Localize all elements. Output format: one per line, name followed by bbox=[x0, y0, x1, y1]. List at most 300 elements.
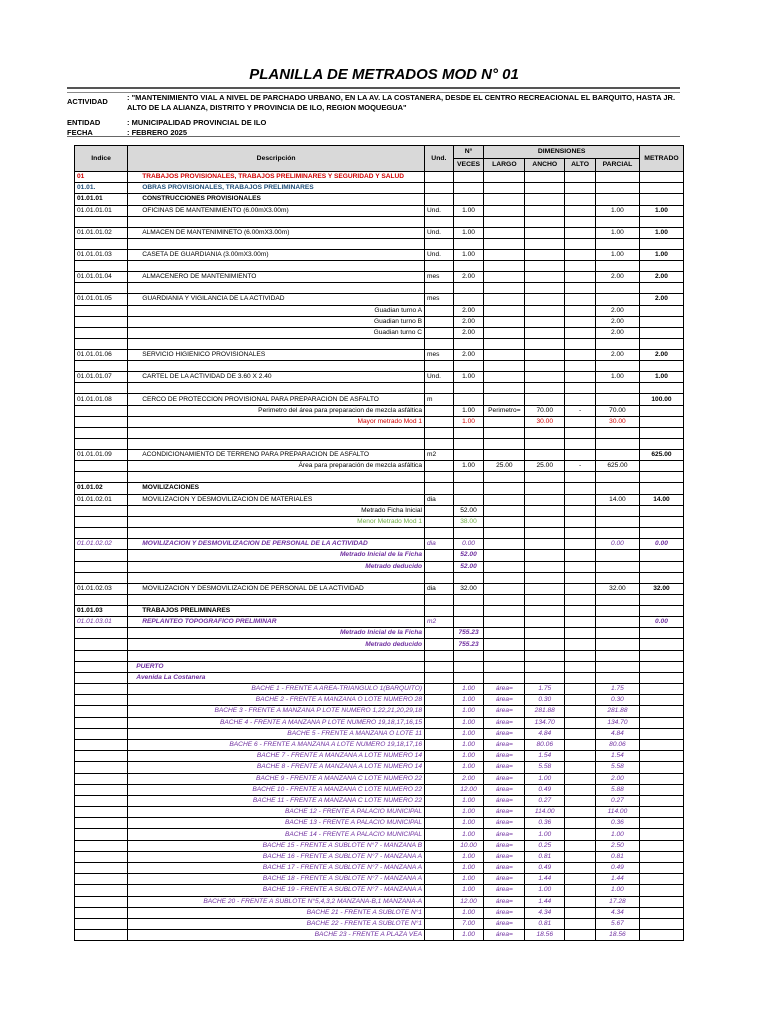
cell-alto bbox=[565, 784, 596, 795]
table-row bbox=[75, 807, 684, 818]
cell-parcial: 114.00 bbox=[595, 807, 639, 818]
cell-desc: BACHE 5 - FRENTE A MANZANA O LOTE 11 bbox=[128, 728, 425, 739]
cell-und bbox=[425, 717, 454, 728]
cell-ancho: 4.34 bbox=[525, 907, 565, 918]
table-row bbox=[75, 238, 684, 249]
cell-parcial: 14.00 bbox=[595, 494, 639, 505]
cell-ancho bbox=[525, 639, 565, 650]
table-row bbox=[75, 650, 684, 661]
cell-idx bbox=[75, 361, 128, 372]
cell-alto bbox=[565, 339, 596, 350]
cell-veces bbox=[453, 617, 484, 628]
cell-largo bbox=[484, 394, 525, 405]
cell-alto bbox=[565, 350, 596, 361]
cell-veces: 2.00 bbox=[453, 316, 484, 327]
col-alto-header: ALTO bbox=[565, 159, 596, 172]
cell-desc: CONSTRUCCIONES PROVISIONALES bbox=[128, 194, 425, 205]
cell-alto: - bbox=[565, 461, 596, 472]
cell-ancho bbox=[525, 316, 565, 327]
cell-parcial bbox=[595, 283, 639, 294]
cell-parcial bbox=[595, 605, 639, 616]
cell-parcial: 4.34 bbox=[595, 907, 639, 918]
cell-idx: 01.01.01.01 bbox=[75, 205, 128, 216]
table-row bbox=[75, 739, 684, 750]
table-row bbox=[75, 784, 684, 795]
cell-idx bbox=[75, 594, 128, 605]
cell-largo bbox=[484, 272, 525, 283]
cell-metrado bbox=[639, 183, 683, 194]
table-row bbox=[75, 695, 684, 706]
cell-idx: 01.01.02.02 bbox=[75, 539, 128, 550]
cell-idx bbox=[75, 661, 128, 672]
metrados-body bbox=[75, 172, 684, 941]
cell-metrado bbox=[639, 851, 683, 862]
cell-ancho: 18.56 bbox=[525, 930, 565, 941]
cell-und bbox=[425, 594, 454, 605]
cell-und bbox=[425, 762, 454, 773]
cell-ancho bbox=[525, 249, 565, 260]
cell-parcial bbox=[595, 172, 639, 183]
cell-metrado bbox=[639, 751, 683, 762]
cell-idx bbox=[75, 439, 128, 450]
cell-ancho: 1.54 bbox=[525, 751, 565, 762]
cell-veces bbox=[453, 528, 484, 539]
cell-alto bbox=[565, 829, 596, 840]
table-row bbox=[75, 172, 684, 183]
cell-desc bbox=[128, 361, 425, 372]
cell-und bbox=[425, 283, 454, 294]
cell-veces: 2.00 bbox=[453, 350, 484, 361]
cell-veces bbox=[453, 572, 484, 583]
cell-largo bbox=[484, 494, 525, 505]
cell-und: mes bbox=[425, 350, 454, 361]
cell-veces: 1.00 bbox=[453, 739, 484, 750]
cell-und bbox=[425, 874, 454, 885]
cell-largo: área= bbox=[484, 863, 525, 874]
cell-idx bbox=[75, 773, 128, 784]
table-row bbox=[75, 439, 684, 450]
cell-metrado bbox=[639, 818, 683, 829]
cell-largo bbox=[484, 294, 525, 305]
cell-largo bbox=[484, 472, 525, 483]
cell-metrado bbox=[639, 483, 683, 494]
cell-metrado bbox=[639, 572, 683, 583]
table-row bbox=[75, 594, 684, 605]
table-row bbox=[75, 628, 684, 639]
cell-metrado bbox=[639, 383, 683, 394]
table-row bbox=[75, 572, 684, 583]
cell-desc: BACHE 3 - FRENTE A MANZANA P LOTE NUMERO 1,22,21,20,29,18 bbox=[128, 706, 425, 717]
cell-ancho bbox=[525, 561, 565, 572]
cell-largo bbox=[484, 617, 525, 628]
cell-veces: 38.00 bbox=[453, 516, 484, 527]
cell-largo bbox=[484, 439, 525, 450]
cell-veces bbox=[453, 472, 484, 483]
cell-idx: 01.01.02.03 bbox=[75, 583, 128, 594]
cell-idx: 01.01.01.05 bbox=[75, 294, 128, 305]
cell-metrado bbox=[639, 661, 683, 672]
cell-und bbox=[425, 405, 454, 416]
cell-alto bbox=[565, 907, 596, 918]
cell-parcial: 1.00 bbox=[595, 372, 639, 383]
cell-alto: - bbox=[565, 405, 596, 416]
cell-alto bbox=[565, 227, 596, 238]
cell-metrado: 2.00 bbox=[639, 350, 683, 361]
cell-und bbox=[425, 795, 454, 806]
cell-alto bbox=[565, 550, 596, 561]
cell-largo bbox=[484, 428, 525, 439]
cell-metrado: 100.00 bbox=[639, 394, 683, 405]
cell-alto bbox=[565, 930, 596, 941]
cell-metrado bbox=[639, 628, 683, 639]
cell-parcial bbox=[595, 294, 639, 305]
cell-alto bbox=[565, 361, 596, 372]
table-row bbox=[75, 450, 684, 461]
cell-ancho bbox=[525, 327, 565, 338]
col-dimensiones-header: DIMENSIONES bbox=[484, 146, 640, 159]
cell-largo bbox=[484, 283, 525, 294]
cell-idx: 01.01.01.02 bbox=[75, 227, 128, 238]
cell-alto bbox=[565, 918, 596, 929]
cell-und bbox=[425, 706, 454, 717]
cell-desc bbox=[128, 238, 425, 249]
cell-metrado: 2.00 bbox=[639, 294, 683, 305]
cell-alto bbox=[565, 695, 596, 706]
cell-largo bbox=[484, 594, 525, 605]
cell-und bbox=[425, 684, 454, 695]
actividad-value: : "MANTENIMIENTO VIAL A NIVEL DE PARCHADO URBANO, EN LA AV. LA COSTANERA, DESDE EL CENTRO RECREACIONAL EL BARQUITO, HASTA JR. ALTO DE LA ALIANZA, DISTRITO Y PROVINCIA DE ILO, REGION MOQUEGUA" bbox=[127, 93, 676, 112]
cell-alto bbox=[565, 416, 596, 427]
table-row bbox=[75, 505, 684, 516]
cell-veces bbox=[453, 339, 484, 350]
cell-und bbox=[425, 896, 454, 907]
cell-ancho bbox=[525, 205, 565, 216]
cell-veces bbox=[453, 294, 484, 305]
cell-desc: BACHE 6 - FRENTE A MANZANA A LOTE NUMERO 19,18,17,16 bbox=[128, 739, 425, 750]
table-row bbox=[75, 706, 684, 717]
cell-desc: BACHE 12 - FRENTE A PALACIO MUNICIPAL bbox=[128, 807, 425, 818]
cell-ancho bbox=[525, 450, 565, 461]
cell-largo bbox=[484, 361, 525, 372]
cell-parcial bbox=[595, 516, 639, 527]
cell-desc bbox=[128, 594, 425, 605]
cell-ancho bbox=[525, 383, 565, 394]
cell-alto bbox=[565, 516, 596, 527]
cell-parcial bbox=[595, 550, 639, 561]
cell-ancho: 70.00 bbox=[525, 405, 565, 416]
cell-idx bbox=[75, 728, 128, 739]
cell-desc: BACHE 17 - FRENTE A SUBLOTE N°7 - MANZANA A bbox=[128, 863, 425, 874]
cell-idx bbox=[75, 383, 128, 394]
table-row bbox=[75, 428, 684, 439]
table-row bbox=[75, 751, 684, 762]
cell-parcial: 281.88 bbox=[595, 706, 639, 717]
cell-ancho bbox=[525, 617, 565, 628]
cell-largo bbox=[484, 572, 525, 583]
cell-parcial: 5.88 bbox=[595, 784, 639, 795]
cell-metrado bbox=[639, 505, 683, 516]
cell-veces bbox=[453, 283, 484, 294]
table-row bbox=[75, 205, 684, 216]
cell-ancho bbox=[525, 594, 565, 605]
cell-largo bbox=[484, 238, 525, 249]
cell-alto bbox=[565, 628, 596, 639]
table-row bbox=[75, 461, 684, 472]
cell-veces: 1.00 bbox=[453, 249, 484, 260]
cell-metrado bbox=[639, 885, 683, 896]
cell-ancho bbox=[525, 305, 565, 316]
cell-und bbox=[425, 528, 454, 539]
cell-alto bbox=[565, 605, 596, 616]
cell-ancho bbox=[525, 238, 565, 249]
cell-idx: 01.01.03.01 bbox=[75, 617, 128, 628]
cell-alto bbox=[565, 528, 596, 539]
cell-und: m2 bbox=[425, 617, 454, 628]
cell-metrado bbox=[639, 907, 683, 918]
cell-und bbox=[425, 194, 454, 205]
cell-alto bbox=[565, 494, 596, 505]
cell-metrado bbox=[639, 930, 683, 941]
cell-ancho: 30.00 bbox=[525, 416, 565, 427]
cell-idx bbox=[75, 784, 128, 795]
cell-desc: GUARDIANIA Y VIGILANCIA DE LA ACTIVIDAD bbox=[128, 294, 425, 305]
cell-metrado bbox=[639, 439, 683, 450]
cell-metrado bbox=[639, 316, 683, 327]
cell-und bbox=[425, 461, 454, 472]
cell-und bbox=[425, 261, 454, 272]
cell-alto bbox=[565, 672, 596, 683]
cell-alto bbox=[565, 283, 596, 294]
cell-alto bbox=[565, 795, 596, 806]
cell-und bbox=[425, 930, 454, 941]
cell-und: dia bbox=[425, 583, 454, 594]
cell-metrado bbox=[639, 829, 683, 840]
cell-largo bbox=[484, 183, 525, 194]
cell-largo bbox=[484, 450, 525, 461]
cell-und bbox=[425, 918, 454, 929]
cell-ancho: 1.00 bbox=[525, 829, 565, 840]
cell-ancho: 0.30 bbox=[525, 695, 565, 706]
table-row bbox=[75, 561, 684, 572]
cell-desc bbox=[128, 528, 425, 539]
cell-alto bbox=[565, 561, 596, 572]
cell-veces bbox=[453, 361, 484, 372]
cell-largo bbox=[484, 194, 525, 205]
cell-largo: área= bbox=[484, 728, 525, 739]
cell-parcial: 134.70 bbox=[595, 717, 639, 728]
cell-largo: área= bbox=[484, 706, 525, 717]
cell-desc: Área para preparación de mezcla asfáltica bbox=[128, 461, 425, 472]
cell-veces: 1.00 bbox=[453, 205, 484, 216]
cell-und bbox=[425, 818, 454, 829]
cell-desc: ALMACEN DE MANTENIMINETO (6.00mX3.00m) bbox=[128, 227, 425, 238]
cell-desc bbox=[128, 383, 425, 394]
cell-parcial: 2.00 bbox=[595, 350, 639, 361]
cell-desc: PUERTO bbox=[128, 661, 425, 672]
cell-largo: área= bbox=[484, 695, 525, 706]
cell-idx bbox=[75, 316, 128, 327]
cell-desc: Metrado Inicial de la Ficha bbox=[128, 550, 425, 561]
cell-ancho bbox=[525, 194, 565, 205]
cell-und: Und. bbox=[425, 372, 454, 383]
cell-ancho bbox=[525, 428, 565, 439]
cell-desc: BACHE 11 - FRENTE A MANZANA C LOTE NUMERO 22 bbox=[128, 795, 425, 806]
table-row bbox=[75, 851, 684, 862]
cell-desc: CASETA DE GUARDIANIA (3.00mX3.00m) bbox=[128, 249, 425, 260]
cell-ancho bbox=[525, 583, 565, 594]
cell-veces: 1.00 bbox=[453, 684, 484, 695]
cell-desc bbox=[128, 216, 425, 227]
cell-und bbox=[425, 751, 454, 762]
table-row bbox=[75, 583, 684, 594]
cell-und: dia bbox=[425, 494, 454, 505]
cell-ancho bbox=[525, 183, 565, 194]
cell-idx bbox=[75, 238, 128, 249]
cell-alto bbox=[565, 661, 596, 672]
cell-und bbox=[425, 840, 454, 851]
cell-parcial bbox=[595, 261, 639, 272]
cell-desc: MOVILIZACION Y DESMOVILIZACION DE MATERIALES bbox=[128, 494, 425, 505]
cell-veces: 1.00 bbox=[453, 728, 484, 739]
cell-und bbox=[425, 739, 454, 750]
cell-und bbox=[425, 807, 454, 818]
table-row bbox=[75, 528, 684, 539]
cell-parcial: 1.44 bbox=[595, 874, 639, 885]
cell-desc: Guadian turno A bbox=[128, 305, 425, 316]
entidad-value: : MUNICIPALIDAD PROVINCIAL DE ILO bbox=[127, 118, 267, 127]
table-row bbox=[75, 416, 684, 427]
cell-alto bbox=[565, 294, 596, 305]
cell-veces bbox=[453, 672, 484, 683]
cell-parcial: 80.06 bbox=[595, 739, 639, 750]
table-row bbox=[75, 194, 684, 205]
col-descripcion-header: Descripción bbox=[128, 146, 425, 172]
cell-idx bbox=[75, 261, 128, 272]
cell-und bbox=[425, 907, 454, 918]
cell-parcial: 0.30 bbox=[595, 695, 639, 706]
cell-largo: área= bbox=[484, 896, 525, 907]
cell-veces: 1.00 bbox=[453, 874, 484, 885]
cell-ancho: 80.06 bbox=[525, 739, 565, 750]
cell-veces: 755.23 bbox=[453, 628, 484, 639]
cell-und bbox=[425, 572, 454, 583]
cell-ancho: 0.25 bbox=[525, 840, 565, 851]
cell-und bbox=[425, 505, 454, 516]
cell-und bbox=[425, 561, 454, 572]
cell-largo bbox=[484, 550, 525, 561]
cell-ancho bbox=[525, 572, 565, 583]
table-row bbox=[75, 661, 684, 672]
cell-desc bbox=[128, 572, 425, 583]
cell-parcial: 2.00 bbox=[595, 272, 639, 283]
cell-desc: ACONDICIONAMIENTO DE TERRENO PARA PREPARACION DE ASFALTO bbox=[128, 450, 425, 461]
table-row bbox=[75, 617, 684, 628]
cell-alto bbox=[565, 205, 596, 216]
cell-largo bbox=[484, 227, 525, 238]
cell-idx bbox=[75, 807, 128, 818]
cell-veces: 1.00 bbox=[453, 227, 484, 238]
cell-idx bbox=[75, 672, 128, 683]
cell-largo bbox=[484, 416, 525, 427]
cell-desc: TRABAJOS PRELIMINARES bbox=[128, 605, 425, 616]
cell-largo bbox=[484, 305, 525, 316]
cell-metrado: 1.00 bbox=[639, 227, 683, 238]
cell-veces: 2.00 bbox=[453, 305, 484, 316]
cell-alto bbox=[565, 773, 596, 784]
cell-metrado bbox=[639, 339, 683, 350]
cell-parcial: 2.00 bbox=[595, 773, 639, 784]
cell-metrado bbox=[639, 261, 683, 272]
col-parcial-header: PARCIAL bbox=[595, 159, 639, 172]
cell-ancho bbox=[525, 605, 565, 616]
table-row bbox=[75, 372, 684, 383]
cell-desc: Metrado deducido bbox=[128, 561, 425, 572]
cell-metrado bbox=[639, 695, 683, 706]
cell-ancho bbox=[525, 339, 565, 350]
cell-ancho: 134.70 bbox=[525, 717, 565, 728]
cell-largo bbox=[484, 205, 525, 216]
cell-ancho: 0.81 bbox=[525, 851, 565, 862]
cell-und bbox=[425, 639, 454, 650]
cell-alto bbox=[565, 874, 596, 885]
table-row bbox=[75, 283, 684, 294]
table-row bbox=[75, 316, 684, 327]
cell-parcial bbox=[595, 661, 639, 672]
cell-largo: 25.00 bbox=[484, 461, 525, 472]
cell-und: Und. bbox=[425, 227, 454, 238]
cell-metrado bbox=[639, 216, 683, 227]
cell-parcial: 5.58 bbox=[595, 762, 639, 773]
cell-metrado bbox=[639, 305, 683, 316]
cell-parcial bbox=[595, 639, 639, 650]
cell-und bbox=[425, 238, 454, 249]
cell-parcial bbox=[595, 594, 639, 605]
cell-idx bbox=[75, 339, 128, 350]
cell-metrado: 625.00 bbox=[639, 450, 683, 461]
col-veces-header-top: N° bbox=[453, 146, 484, 159]
cell-parcial bbox=[595, 561, 639, 572]
cell-alto bbox=[565, 249, 596, 260]
cell-metrado bbox=[639, 594, 683, 605]
cell-metrado: 32.00 bbox=[639, 583, 683, 594]
table-row bbox=[75, 305, 684, 316]
cell-ancho bbox=[525, 272, 565, 283]
cell-ancho: 0.49 bbox=[525, 863, 565, 874]
cell-alto bbox=[565, 194, 596, 205]
cell-largo bbox=[484, 216, 525, 227]
cell-idx bbox=[75, 840, 128, 851]
cell-alto bbox=[565, 483, 596, 494]
cell-metrado bbox=[639, 863, 683, 874]
cell-und bbox=[425, 416, 454, 427]
table-row bbox=[75, 272, 684, 283]
cell-metrado bbox=[639, 194, 683, 205]
cell-ancho: 0.81 bbox=[525, 918, 565, 929]
cell-desc: BACHE 15 - FRENTE A SUBLOTE N°7 - MANZANA B bbox=[128, 840, 425, 851]
cell-largo: área= bbox=[484, 751, 525, 762]
cell-metrado bbox=[639, 706, 683, 717]
cell-desc: Mayor metrado Mod 1 bbox=[128, 416, 425, 427]
cell-parcial: 0.49 bbox=[595, 863, 639, 874]
cell-parcial: 0.81 bbox=[595, 851, 639, 862]
cell-metrado bbox=[639, 605, 683, 616]
cell-alto bbox=[565, 472, 596, 483]
cell-alto bbox=[565, 539, 596, 550]
cell-metrado: 1.00 bbox=[639, 249, 683, 260]
table-row bbox=[75, 762, 684, 773]
cell-alto bbox=[565, 316, 596, 327]
cell-ancho: 1.75 bbox=[525, 684, 565, 695]
